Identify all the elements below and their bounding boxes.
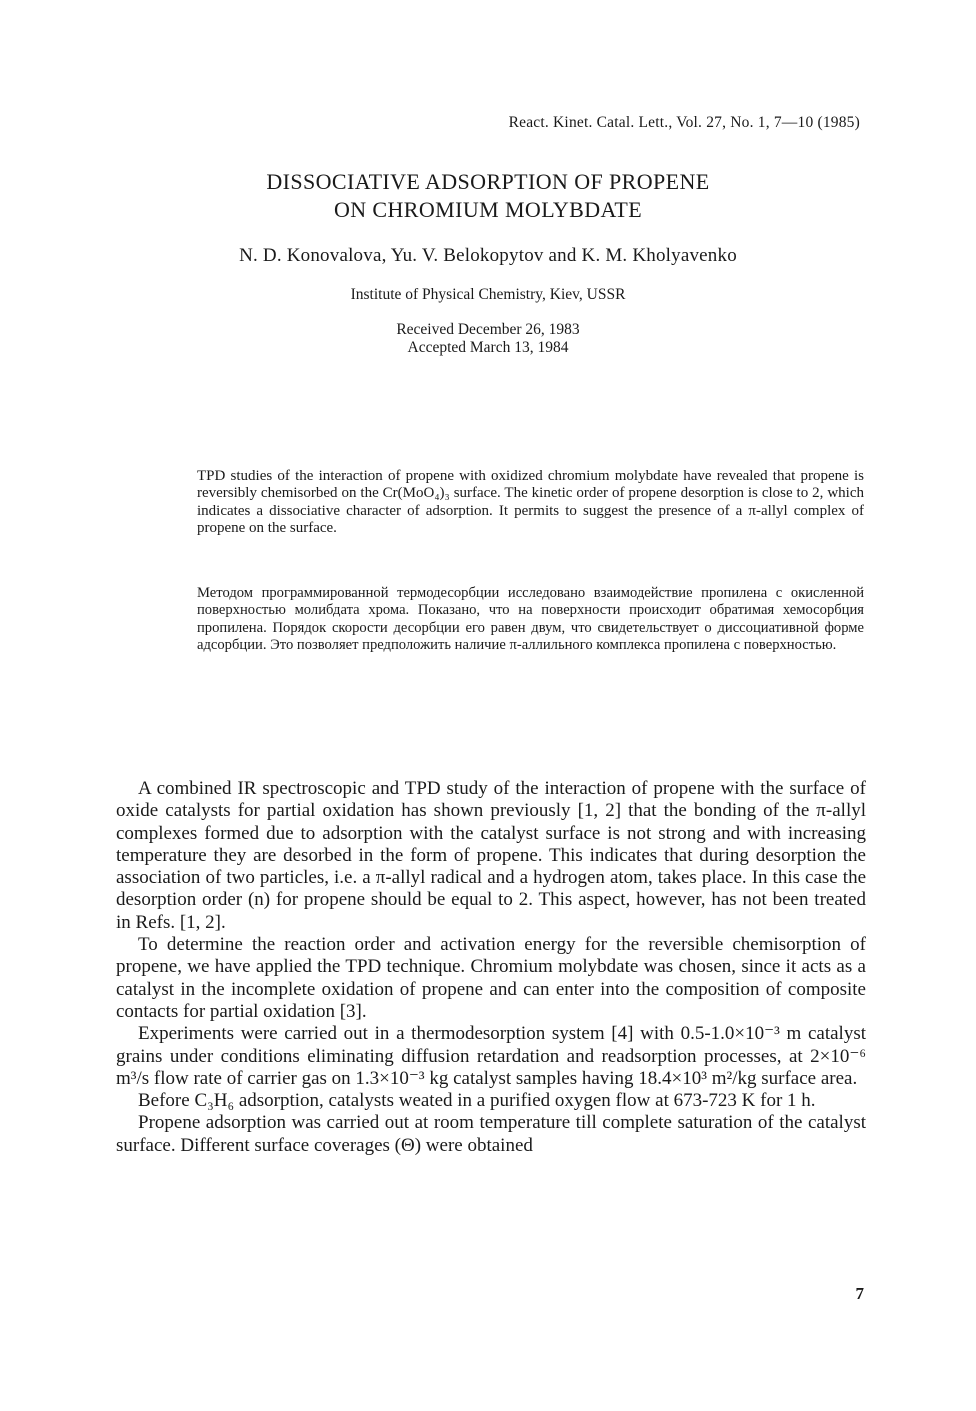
paper-title [0,168,976,224]
submission-dates [0,321,976,357]
accepted-date: Accepted March 13, 1984 [407,339,569,356]
title-line-1: DISSOCIATIVE ADSORPTION OF PROPENE [266,169,710,194]
body-paragraph: Experiments were carried out in a thermodesorption system [4] with 0.5-1.0×10⁻³ m catalyst grains under conditions eliminating diffusion retardation and readsorption processes, at 2×10⁻⁶ m³/s flow rate of carrier gas on 1.3×10⁻³ kg catalyst samples having 18.4×10³ m²/kg surface area. [116,1023,866,1089]
authors: N. D. Konovalova, Yu. V. Belokopytov and K. M. Kholyavenko [239,245,737,266]
title-line-2: ON CHROMIUM MOLYBDATE [333,197,643,222]
body-paragraph: Propene adsorption was carried out at room temperature till complete saturation of the catalyst surface. Different surface coverages (Θ) were obtained [116,1112,866,1156]
abstract-english: TPD studies of the interaction of propene with oxidized chromium molybdate have revealed that propene is reversibly chemisorbed on the Cr(MoO₄)₃ surface. The kinetic order of propene desorption is close to 2, which indicates a dissociative character of adsorption. It permits to suggest the presence of a π-allyl complex of propene on the surface. [197,468,864,537]
body-paragraph: A combined IR spectroscopic and TPD study of the interaction of propene with the surface of oxide catalysts for partial oxidation has shown previously [1, 2] that the bonding of the π-allyl complexes formed due to adsorption with the catalyst surface is not strong and with increasing temperature they are desorbed in the form of propene. This indicates that during desorption the association of two particles, i.e. a π-allyl radical and a hydrogen atom, takes place. In this case the desorption order (n) for propene should be equal to 2. This aspect, however, has not been treated in Refs. [1, 2]. [116,778,866,933]
abstract-russian: Методом программированной термодесорбции исследовано взаимодействие пропилена с окисленной поверхностью молибдата хрома. Показано, что на поверхности происходит обратимая хемосорбция пропилена. Порядок скорости десорбции его равен двум, что свидетельствует о диссоциативной форме адсорбции. Это позволяет предположить наличие π-аллильного комплекса пропилена с поверхностью. [197,585,864,654]
journal-reference: React. Kinet. Catal. Lett., Vol. 27, No. 1, 7—10 (1985) [508,114,860,131]
body-paragraph: To determine the reaction order and activation energy for the reversible chemisorption of propene, we have applied the TPD technique. Chromium molybdate was chosen, since it acts as a catalyst in the incomplete oxidation of propene and can enter into the composition of composite contacts for partial oxidation [3]. [116,934,866,1022]
received-date: Received December 26, 1983 [396,321,580,338]
affiliation: Institute of Physical Chemistry, Kiev, USSR [350,286,626,303]
body-text [116,778,866,1157]
page-number: 7 [855,1284,864,1303]
body-paragraph: Before C₃H₆ adsorption, catalysts weated in a purified oxygen flow at 673-723 K for 1 h. [138,1090,816,1112]
